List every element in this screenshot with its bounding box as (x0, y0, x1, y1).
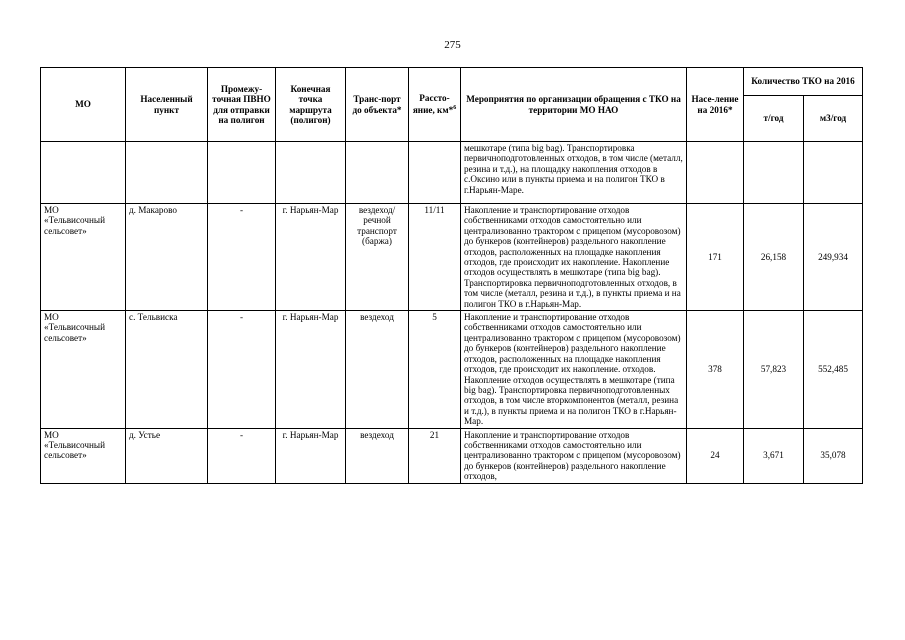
header-transport: Транс-порт до объекта* (346, 68, 409, 142)
cell-mo (41, 142, 126, 204)
header-population: Насе-ление на 2016* (687, 68, 744, 142)
header-measures: Мероприятия по организации обращения с ТКО на территории МО НАО (461, 68, 687, 142)
cell-measures: Накопление и транспортирование отходов собственниками отходов самостоятельно или централизованно трактором с прицепом (мусоровозом) до бункеров (контейнеров) раздельного накопление отходов, расположенных на площадке накопления отходов, где происходит их накопление. отходов. Накопление отходов осуществлять в мешкотаре (типа big bag). Транспортировка первичноподготовленных отходов, в том числе вторкомпонентов (металл, резина и т.д.), в пункты приема и на полигон ТКО в г.Нарьян-Мар. (461, 311, 687, 428)
cell-t-year: 3,671 (744, 428, 804, 483)
cell-settlement (126, 142, 208, 204)
header-intermediate: Промежу-точная ПВНО для отправки на полигон (208, 68, 276, 142)
cell-mo: МО «Тельвисочный сельсовет» (41, 204, 126, 311)
cell-population: 24 (687, 428, 744, 483)
cell-endpoint: г. Нарьян-Мар (276, 428, 346, 483)
header-endpoint: Конечная точка маршрута (полигон) (276, 68, 346, 142)
header-settlement: Населенный пункт (126, 68, 208, 142)
cell-measures: мешкотаре (типа big bag). Транспортировка первичноподготовленных отходов, в том числе (металл, резина и т.д.), на площадку накопления отходов в с.Оксино или в пункты приема и на полигон ТКО в г.Нарьян-Маре. (461, 142, 687, 204)
cell-endpoint (276, 142, 346, 204)
table-row (41, 311, 863, 428)
cell-distance: 5 (409, 311, 461, 428)
header-distance (409, 68, 461, 142)
table-row (41, 428, 863, 483)
cell-t-year: 57,823 (744, 311, 804, 428)
header-distance-text: Рассто-яние, км* (412, 92, 454, 116)
cell-m3-year (804, 142, 863, 204)
cell-distance: 21 (409, 428, 461, 483)
cell-transport: вездеход (346, 311, 409, 428)
cell-population (687, 142, 744, 204)
header-mo: МО (41, 68, 126, 142)
cell-settlement: д. Макарово (126, 204, 208, 311)
cell-endpoint: г. Нарьян-Мар (276, 204, 346, 311)
cell-settlement: с. Тельвиска (126, 311, 208, 428)
cell-t-year: 26,158 (744, 204, 804, 311)
cell-mo: МО «Тельвисочный сельсовет» (41, 311, 126, 428)
header-tko-qty: Количество ТКО на 2016 (744, 68, 863, 96)
cell-transport (346, 142, 409, 204)
cell-m3-year: 552,485 (804, 311, 863, 428)
table-row (41, 142, 863, 204)
cell-mo: МО «Тельвисочный сельсовет» (41, 428, 126, 483)
cell-intermediate (208, 142, 276, 204)
cell-distance (409, 142, 461, 204)
cell-intermediate: - (208, 428, 276, 483)
cell-measures: Накопление и транспортирование отходов собственниками отходов самостоятельно или централизованно трактором с прицепом (мусоровозом) до бункеров (контейнеров) раздельного накопление отходов, (461, 428, 687, 483)
header-m3-year: м3/год (804, 96, 863, 142)
table-row (41, 204, 863, 311)
cell-transport: вездеход/ речной транспорт (баржа) (346, 204, 409, 311)
cell-transport: вездеход (346, 428, 409, 483)
header-distance-sup: 6 (453, 105, 457, 112)
tko-table (40, 67, 863, 484)
cell-distance: 11/11 (409, 204, 461, 311)
cell-measures: Накопление и транспортирование отходов собственниками отходов самостоятельно или централизованно трактором с прицепом (мусоровозом) до бункеров (контейнеров) раздельного накопление отходов, расположенных на площадке накопления отходов, где происходит их накопление. Накопление отходов осуществлять в мешкотаре (типа big bag). Транспортировка первичноподготовленных отходов, в том числе (металл, резина и т.д.), в пункты приема и на полигон ТКО в г.Нарьян-Мар. (461, 204, 687, 311)
cell-population: 378 (687, 311, 744, 428)
cell-t-year (744, 142, 804, 204)
page-number: 275 (444, 39, 461, 51)
cell-endpoint: г. Нарьян-Мар (276, 311, 346, 428)
cell-population: 171 (687, 204, 744, 311)
cell-m3-year: 249,934 (804, 204, 863, 311)
cell-m3-year: 35,078 (804, 428, 863, 483)
cell-intermediate: - (208, 311, 276, 428)
cell-settlement: д. Устье (126, 428, 208, 483)
header-t-year: т/год (744, 96, 804, 142)
cell-intermediate: - (208, 204, 276, 311)
